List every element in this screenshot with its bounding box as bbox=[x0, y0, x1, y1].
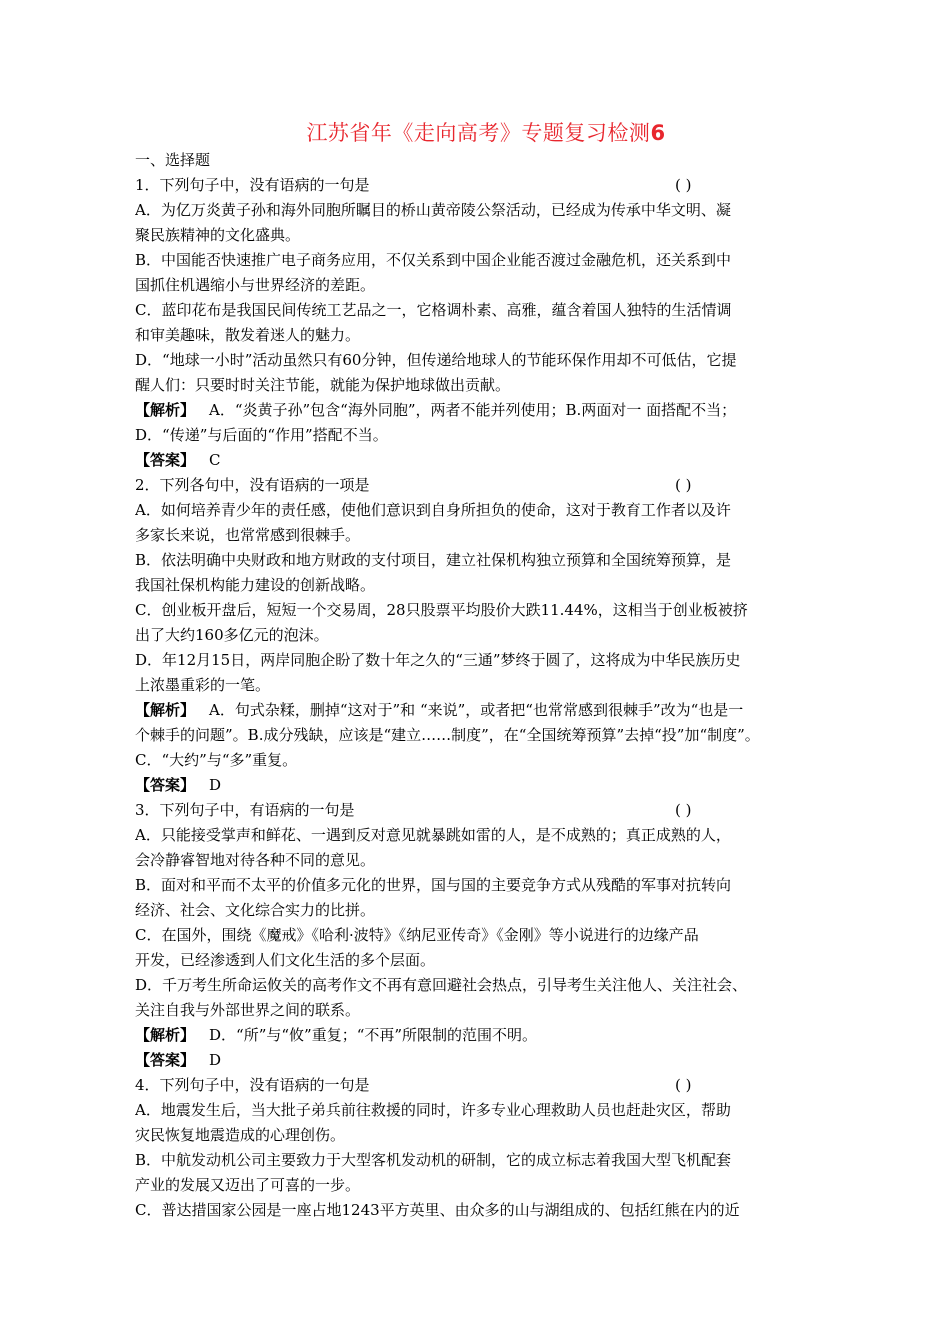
option-line: C．蓝印花布是我国民间传统工艺品之一，它格调朴素、高雅，蕴含着国人独特的生活情调 bbox=[135, 301, 732, 319]
option-line: D．年12月15日，两岸同胞企盼了数十年之久的“三通”梦终于圆了，这将成为中华民族历史 bbox=[135, 651, 741, 669]
option-line: 灾民恢复地震造成的心理创伤。 bbox=[135, 1126, 346, 1144]
option-line: B．依法明确中央财政和地方财政的支付项目，建立社保机构独立预算和全国统筹预算，是 bbox=[135, 551, 732, 569]
question-4-stem: 4．下列句子中，没有语病的一句是 ( ) bbox=[135, 1073, 825, 1098]
option-line: D．千万考生所命运攸关的高考作文不再有意回避社会热点，引导考生关注他人、关注社会、 bbox=[135, 976, 748, 994]
answer-blank: ( ) bbox=[675, 176, 692, 194]
option-line: A．为亿万炎黄子孙和海外同胞所瞩目的桥山黄帝陵公祭活动，已经成为传承中华文明、凝 bbox=[135, 201, 731, 219]
document-page bbox=[135, 118, 825, 1223]
option-line: B．面对和平而不太平的价值多元化的世界，国与国的主要竞争方式从残酷的军事对抗转向 bbox=[135, 876, 732, 894]
analysis-line: C．“大约”与“多”重复。 bbox=[135, 751, 298, 769]
question-1-stem: 1．下列句子中，没有语病的一句是 ( ) bbox=[135, 173, 825, 198]
option-line: C．普达措国家公园是一座占地1243平方英里、由众多的山与湖组成的、包括红熊在内的近 bbox=[135, 1201, 740, 1219]
option-line: A．如何培养青少年的责任感，使他们意识到自身所担负的使命，这对于教育工作者以及许 bbox=[135, 501, 731, 519]
analysis-line: 个棘手的问题”。B.成分残缺，应该是“建立……制度”，在“全国统筹预算”去掉“投”加“制度”。 bbox=[135, 726, 760, 744]
title-text: 江苏省年《走向高考》专题复习检测 bbox=[306, 121, 651, 145]
answer-label: 【答案】 bbox=[135, 776, 196, 794]
option-line: C．在国外，围绕《魔戒》《哈利·波特》《纳尼亚传奇》《金刚》等小说进行的边缘产品 bbox=[135, 926, 699, 944]
analysis-line: D．“传递”与后面的“作用”搭配不当。 bbox=[135, 426, 388, 444]
question-3-stem: 3．下列句子中，有语病的一句是 ( ) bbox=[135, 798, 825, 823]
option-line: C．创业板开盘后，短短一个交易周，28只股票平均股价大跌11.44%，这相当于创业板被挤 bbox=[135, 601, 748, 619]
analysis-label: 【解析】 bbox=[135, 401, 196, 419]
option-line: 醒人们：只要时时关注节能，就能为保护地球做出贡献。 bbox=[135, 376, 511, 394]
answer-line bbox=[135, 773, 825, 798]
option-line: A．地震发生后，当大批子弟兵前往救援的同时，许多专业心理救助人员也赶赴灾区，帮助 bbox=[135, 1101, 731, 1119]
option-line: B．中航发动机公司主要致力于大型客机发动机的研制，它的成立标志着我国大型飞机配套 bbox=[135, 1151, 732, 1169]
option-line: D．“地球一小时”活动虽然只有60分钟，但传递给地球人的节能环保作用却不可低估，它提 bbox=[135, 351, 737, 369]
option-line: 产业的发展又迈出了可喜的一步。 bbox=[135, 1176, 361, 1194]
answer-label: 【答案】 bbox=[135, 451, 196, 469]
question-2-stem: 2．下列各句中，没有语病的一项是 ( ) bbox=[135, 473, 825, 498]
answer-blank: ( ) bbox=[675, 1076, 692, 1094]
option-line: 我国社保机构能力建设的创新战略。 bbox=[135, 576, 376, 594]
answer-value: C bbox=[209, 451, 221, 469]
analysis-line: 【解析】 A．句式杂糅，删掉“这对于”和 “来说”，或者把“也常常感到很棘手”改为“也是一 bbox=[135, 701, 744, 719]
analysis-label: 【解析】 bbox=[135, 1026, 196, 1044]
title-number: 6 bbox=[650, 121, 666, 145]
option-line: 经济、社会、文化综合实力的比拼。 bbox=[135, 901, 376, 919]
analysis-label: 【解析】 bbox=[135, 701, 196, 719]
option-line: 多家长来说，也常常感到很棘手。 bbox=[135, 526, 361, 544]
document-title bbox=[147, 118, 825, 148]
analysis-line: 【解析】 D．“所”与“攸”重复；“不再”所限制的范围不明。 bbox=[135, 1026, 538, 1044]
option-line: B．中国能否快速推广电子商务应用，不仅关系到中国企业能否渡过金融危机，还关系到中 bbox=[135, 251, 732, 269]
option-line: 国抓住机遇缩小与世界经济的差距。 bbox=[135, 276, 376, 294]
answer-blank: ( ) bbox=[675, 801, 692, 819]
option-line: 会冷静睿智地对待各种不同的意见。 bbox=[135, 851, 376, 869]
answer-line bbox=[135, 1048, 825, 1073]
option-line: 关注自我与外部世界之间的联系。 bbox=[135, 1001, 361, 1019]
answer-blank: ( ) bbox=[675, 476, 692, 494]
option-line: A．只能接受掌声和鲜花、一遇到反对意见就暴跳如雷的人，是不成熟的；真正成熟的人， bbox=[135, 826, 731, 844]
option-line: 开发，已经渗透到人们文化生活的多个层面。 bbox=[135, 951, 436, 969]
answer-line bbox=[135, 448, 825, 473]
answer-value: D bbox=[209, 1051, 222, 1069]
option-line: 出了大约160多亿元的泡沫。 bbox=[135, 626, 329, 644]
answer-label: 【答案】 bbox=[135, 1051, 196, 1069]
answer-value: D bbox=[209, 776, 222, 794]
option-line: 和审美趣味，散发着迷人的魅力。 bbox=[135, 326, 361, 344]
option-line: 上浓墨重彩的一笔。 bbox=[135, 676, 271, 694]
section-heading: 一、选择题 bbox=[135, 151, 211, 169]
option-line: 聚民族精神的文化盛典。 bbox=[135, 226, 301, 244]
analysis-line: 【解析】 A．“炎黄子孙”包含“海外同胞”，两者不能并列使用；B.两面对一 面搭配不当； bbox=[135, 401, 737, 419]
